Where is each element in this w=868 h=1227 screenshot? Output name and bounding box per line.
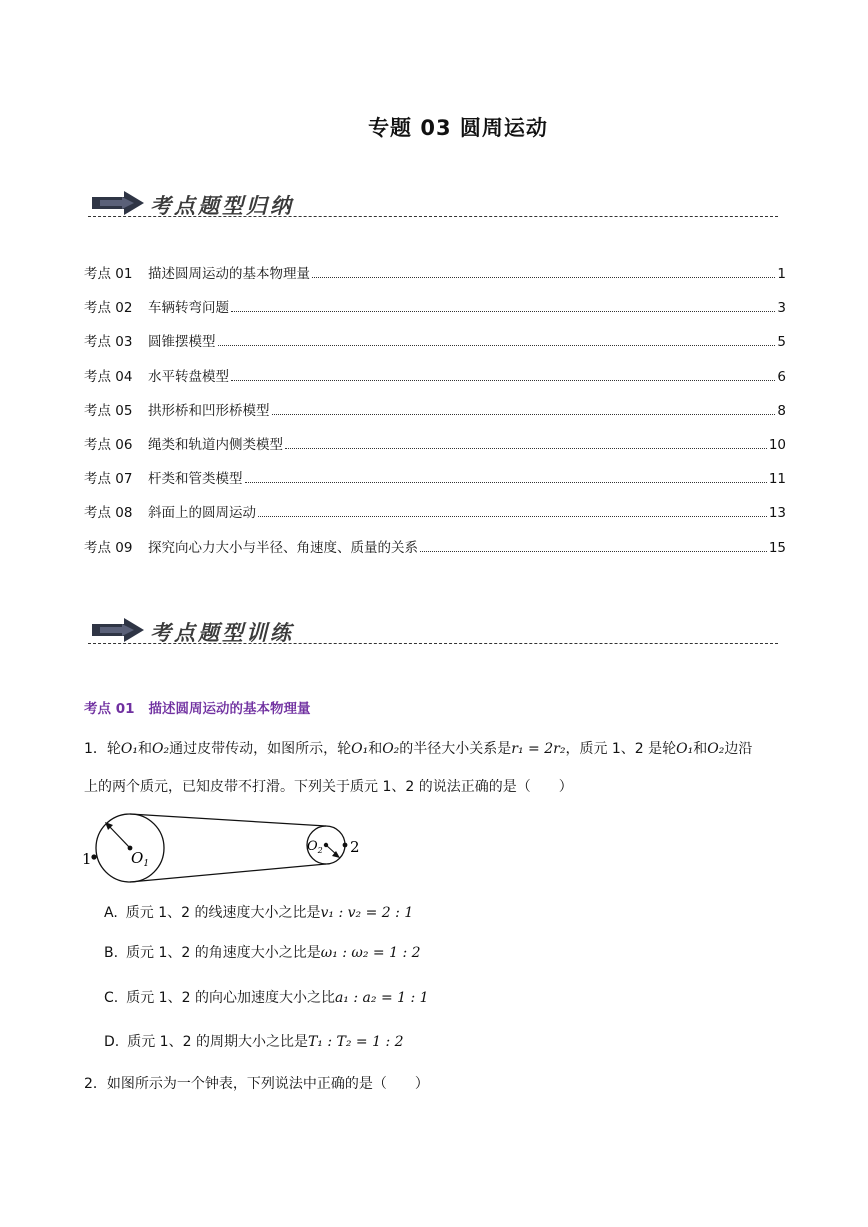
dashed-divider [88, 643, 778, 644]
toc-row[interactable] [84, 467, 786, 501]
math-symbol: O₂ [152, 741, 170, 757]
toc-page: 3 [777, 300, 786, 317]
section-code: 考点 01 [84, 701, 135, 717]
question-2: 2．如图所示为一个钟表，下列说法中正确的是（ ） [84, 1076, 429, 1092]
option-text: 质元 1、2 的线速度大小之比是 [125, 905, 321, 921]
toc-row[interactable] [84, 262, 786, 296]
toc-code: 考点 03 [84, 334, 133, 351]
belt-bottom [130, 864, 326, 882]
option-letter: C. [104, 990, 119, 1006]
section-heading [84, 697, 311, 717]
toc-code: 考点 09 [84, 539, 133, 556]
math-symbol: O₂ [707, 741, 725, 757]
toc-leader [218, 345, 776, 346]
toc-code: 考点 01 [84, 266, 133, 282]
math-symbol: O₂ [382, 741, 400, 757]
math-symbol: O₁ [351, 741, 369, 757]
q-text: 通过皮带传动，如图所示，轮 [169, 741, 352, 757]
banner-title: 考点题型归纳 [150, 193, 294, 218]
toc-name: 杆类和管类模型 [148, 471, 243, 488]
question-1-line-2: 上的两个质元，已知皮带不打滑。下列关于质元 1、2 的说法正确的是（ ） [84, 779, 573, 795]
option-letter: B. [104, 945, 119, 961]
toc-row[interactable] [84, 433, 786, 467]
toc-code: 考点 06 [84, 436, 133, 453]
toc-name: 车辆转弯问题 [148, 300, 229, 317]
option-text: 质元 1、2 的周期大小之比是 [127, 1034, 308, 1050]
label-2: 2 [350, 838, 360, 856]
math-formula: r₁ = 2r₂ [511, 741, 566, 757]
toc-name: 斜面上的圆周运动 [148, 505, 256, 522]
question-number: 1． [84, 741, 107, 757]
option-text: 质元 1、2 的向心加速度大小之比 [126, 990, 335, 1006]
option-c[interactable] [104, 987, 429, 1007]
toc-page: 10 [768, 436, 786, 453]
toc-row[interactable] [84, 399, 786, 433]
option-formula: T₁ : T₂ = 1 : 2 [307, 1034, 404, 1050]
toc-page: 15 [768, 539, 786, 556]
toc-code: 考点 08 [84, 505, 133, 522]
toc-row[interactable] [84, 296, 786, 330]
math-symbol: O₁ [120, 741, 139, 757]
toc-leader [285, 448, 767, 449]
toc-leader [272, 414, 776, 415]
point-2 [343, 843, 348, 848]
toc-page: 8 [777, 402, 786, 419]
toc-row[interactable] [84, 330, 786, 364]
label-o1: $O_1$ [131, 849, 150, 869]
radius-r1 [108, 825, 130, 848]
section-name: 描述圆周运动的基本物理量 [148, 701, 311, 717]
toc-code: 考点 02 [84, 300, 133, 317]
dashed-divider [88, 216, 778, 217]
toc-page: 11 [768, 471, 786, 488]
toc-leader [312, 277, 775, 278]
q-text: 的半径大小关系是 [399, 741, 512, 757]
label-1: 1 [82, 850, 92, 868]
q-text: 和 [138, 741, 153, 757]
section-banner-summary [88, 186, 778, 226]
table-of-contents [84, 262, 786, 570]
option-a[interactable] [104, 902, 413, 922]
belt-top [130, 814, 326, 826]
toc-row[interactable] [84, 536, 786, 570]
math-symbol: O₁ [676, 741, 694, 757]
toc-name: 水平转盘模型 [148, 368, 229, 385]
toc-page: 6 [777, 368, 786, 385]
label-o2: $O_2$ [307, 839, 323, 855]
toc-page: 1 [777, 266, 786, 282]
toc-leader [258, 516, 767, 517]
q-text: 轮 [106, 741, 121, 757]
toc-leader [245, 482, 767, 483]
toc-code: 考点 07 [84, 471, 133, 488]
toc-name: 绳类和轨道内侧类模型 [148, 436, 283, 453]
q-text: ，质元 1、2 是轮 [565, 741, 677, 757]
q-text: 和 [368, 741, 383, 757]
toc-name: 描述圆周运动的基本物理量 [148, 266, 310, 282]
toc-leader [420, 551, 767, 552]
option-formula: a₁ : a₂ = 1 : 1 [334, 990, 429, 1006]
toc-leader [231, 380, 775, 381]
arrow-icon [90, 617, 146, 643]
option-letter: D. [104, 1034, 120, 1050]
toc-name: 圆锥摆模型 [148, 334, 216, 351]
q-text: 和 [693, 741, 708, 757]
toc-name: 探究向心力大小与半径、角速度、质量的关系 [148, 539, 418, 556]
option-b[interactable] [104, 942, 421, 962]
toc-name: 拱形桥和凹形桥模型 [148, 402, 270, 419]
option-letter: A. [104, 905, 118, 921]
banner-title: 考点题型训练 [150, 620, 294, 645]
toc-page: 13 [768, 505, 786, 522]
toc-row[interactable] [84, 365, 786, 399]
toc-page: 5 [777, 334, 786, 351]
option-formula: ω₁ : ω₂ = 1 : 2 [320, 945, 421, 961]
arrow-icon [90, 190, 146, 216]
q-text: 边沿 [724, 741, 753, 757]
toc-code: 考点 05 [84, 402, 133, 419]
pulley-belt-figure [80, 810, 380, 894]
option-d[interactable] [104, 1031, 404, 1051]
option-formula: v₁ : v₂ = 2 : 1 [320, 905, 414, 921]
toc-code: 考点 04 [84, 368, 133, 385]
page-title: 专题 03 圆周运动 [368, 116, 548, 140]
point-1 [91, 854, 96, 859]
toc-row[interactable] [84, 501, 786, 535]
section-banner-practice [88, 613, 778, 653]
option-text: 质元 1、2 的角速度大小之比是 [126, 945, 321, 961]
question-1-line-1 [84, 738, 752, 758]
toc-leader [231, 311, 775, 312]
